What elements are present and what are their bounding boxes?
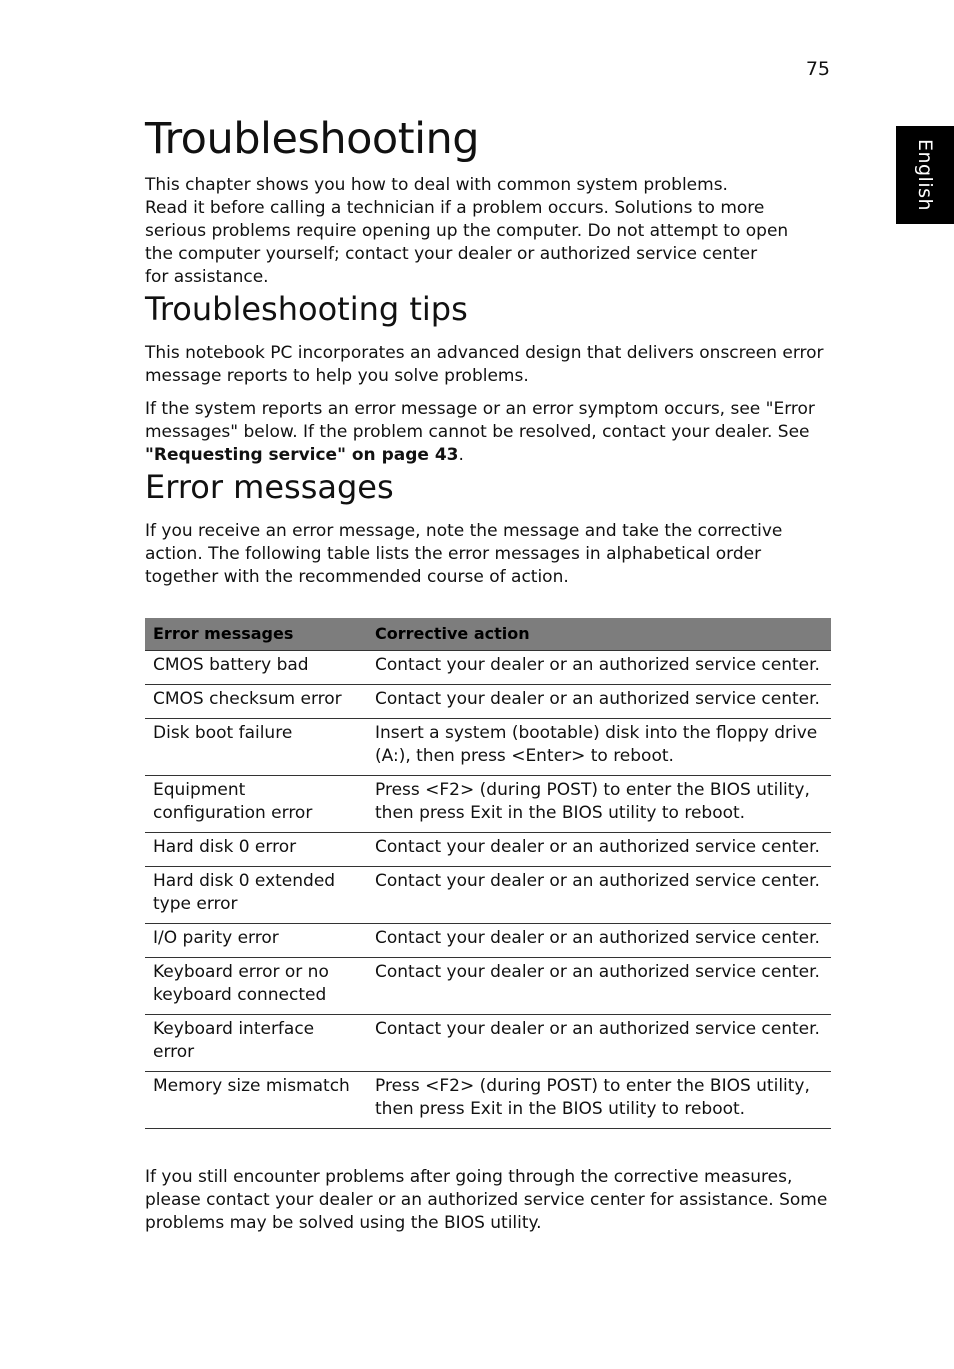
requesting-service-link[interactable]: "Requesting service" on page 43 (145, 445, 459, 465)
corrective-action-cell (360, 776, 831, 833)
intro-line: This chapter shows you how to deal with common system problems. (145, 175, 728, 195)
tips-text: If the system reports an error message or an error symptom occurs, see "Error messages" below. If the problem cannot be resolved, contact your dealer. See (145, 399, 815, 442)
language-tab (896, 126, 954, 224)
table-row (145, 685, 831, 719)
page-content (145, 110, 835, 1235)
intro-line: serious problems require opening up the computer. Do not attempt to open (145, 221, 789, 241)
corrective-action-cell: Contact your dealer or an authorized service center. (360, 685, 831, 719)
header-error-messages: Error messages (145, 618, 360, 651)
corrective-action-cell: Contact your dealer or an authorized service center. (360, 833, 831, 867)
error-message-cell: I/O parity error (145, 924, 360, 958)
table-row (145, 958, 831, 1015)
action-text: (during POST) to enter the BIOS utility, then press (375, 1076, 810, 1119)
f2-key-label: <F2> (425, 1076, 475, 1096)
language-tab-label: English (914, 138, 937, 212)
table-row (145, 867, 831, 924)
error-message-cell: Keyboard interface error (145, 1015, 360, 1072)
errors-heading: Error messages (145, 468, 394, 506)
f2-key-label: <F2> (425, 780, 475, 800)
closing-paragraph: If you still encounter problems after going through the corrective measures, please contact your dealer or an authorized service center for assistance. Some problems may be solved using the BIOS utility. (145, 1167, 828, 1233)
corrective-action-cell: Contact your dealer or an authorized service center. (360, 651, 831, 685)
intro-line: the computer yourself; contact your dealer or authorized service center (145, 244, 758, 264)
action-text: > to reboot. (571, 746, 674, 766)
action-text: Press (375, 1076, 426, 1096)
error-message-cell: Equipment configuration error (145, 776, 360, 833)
table-row (145, 833, 831, 867)
table-header-row (145, 618, 831, 651)
error-message-cell: Hard disk 0 extended type error (145, 867, 360, 924)
tips-paragraph-2 (145, 398, 835, 467)
table-row (145, 924, 831, 958)
error-message-cell: CMOS checksum error (145, 685, 360, 719)
page-number: 75 (805, 58, 830, 80)
error-message-cell: Hard disk 0 error (145, 833, 360, 867)
table-row (145, 651, 831, 685)
intro-line: Read it before calling a technician if a problem occurs. Solutions to more (145, 198, 765, 218)
exit-menu-label: Exit (470, 803, 503, 823)
tips-heading: Troubleshooting tips (145, 290, 468, 328)
table-row (145, 719, 831, 776)
corrective-action-cell (360, 719, 831, 776)
action-text: (during POST) to enter the BIOS utility, then press (375, 780, 810, 823)
corrective-action-cell: Contact your dealer or an authorized service center. (360, 958, 831, 1015)
error-messages-table (145, 618, 831, 1129)
error-message-cell: Memory size mismatch (145, 1072, 360, 1129)
intro-paragraph (145, 174, 835, 289)
header-corrective-action: Corrective action (360, 618, 831, 651)
error-message-cell: Keyboard error or no keyboard connected (145, 958, 360, 1015)
enter-key-label: Enter (525, 746, 572, 766)
error-message-cell: CMOS battery bad (145, 651, 360, 685)
corrective-action-cell: Contact your dealer or an authorized service center. (360, 867, 831, 924)
corrective-action-cell: Contact your dealer or an authorized service center. (360, 924, 831, 958)
error-message-cell: Disk boot failure (145, 719, 360, 776)
tips-paragraph-1: This notebook PC incorporates an advanced design that delivers onscreen error message reports to help you solve problems. (145, 343, 824, 386)
table-row (145, 1072, 831, 1129)
intro-line: for assistance. (145, 267, 269, 287)
errors-paragraph: If you receive an error message, note the message and take the corrective action. The following table lists the error messages in alphabetical order together with the recommended course of action. (145, 521, 783, 587)
exit-menu-label: Exit (470, 1099, 503, 1119)
page-title: Troubleshooting (145, 114, 480, 164)
action-text: in the BIOS utility to reboot. (502, 1099, 746, 1119)
action-text: Insert a system (bootable) disk into the floppy drive (A:), then press < (375, 723, 818, 766)
corrective-action-cell (360, 1072, 831, 1129)
table-row (145, 776, 831, 833)
action-text: in the BIOS utility to reboot. (502, 803, 746, 823)
action-text: Press (375, 780, 426, 800)
tips-text-end: . (458, 445, 464, 465)
corrective-action-cell: Contact your dealer or an authorized service center. (360, 1015, 831, 1072)
table-row (145, 1015, 831, 1072)
